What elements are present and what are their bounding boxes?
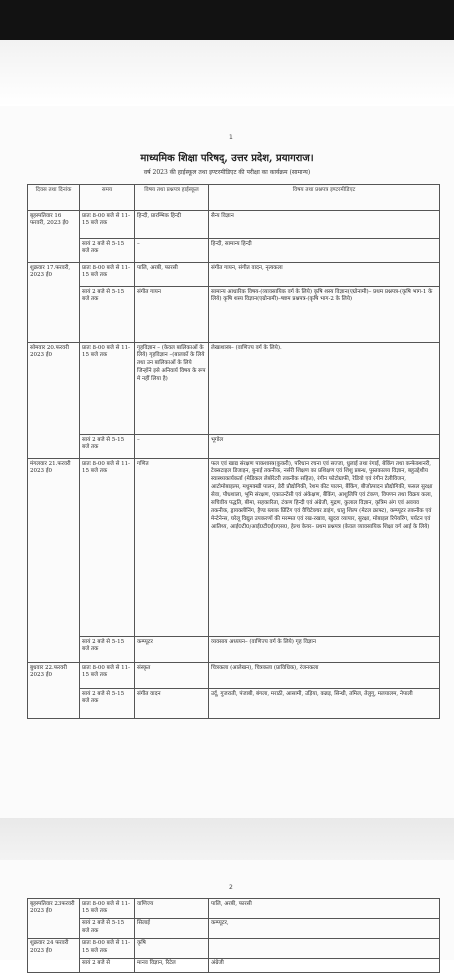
header-date: दिवस तथा दिनांक <box>28 185 80 211</box>
highschool-cell: सिलाई <box>135 918 209 938</box>
page-gap <box>0 818 454 860</box>
date-cell: सोमवार 20.फरवरी 2023 ई0 <box>28 343 80 459</box>
intermediate-cell: लेखाशास्त्र– (वाणिज्य वर्ग के लिये). <box>209 343 440 435</box>
header-time: समय <box>80 185 135 211</box>
time-cell: प्रातः 8-00 बजे से 11-15 बजे तक <box>80 211 135 239</box>
highschool-cell: संगीत गायन <box>135 287 209 343</box>
intermediate-cell: व्यवसाय अध्ययन– (वाणिज्य वर्ग के लिये) गृह विज्ञान <box>209 637 440 663</box>
intermediate-cell: कम्प्यूटर, <box>209 918 440 938</box>
date-cell: बृहस्पतिवार 16 फरवरी, 2023 ई0 <box>28 211 80 263</box>
time-cell: सायं 2 बजे से 5-15 बजे तक <box>80 918 135 938</box>
table-row <box>28 918 440 938</box>
time-cell: प्रातः 8-00 बजे से 11-15 बजे तक <box>80 938 135 958</box>
intermediate-cell: संगीत गायन, संगीत वादन, नृत्यकला <box>209 263 440 287</box>
highschool-cell: संस्कृत <box>135 663 209 689</box>
highschool-cell: वाणिज्य <box>135 899 209 919</box>
intermediate-cell <box>209 938 440 958</box>
highschool-cell: गणित <box>135 459 209 637</box>
document-title: माध्यमिक शिक्षा परिषद्, उत्तर प्रदेश, प्रयागराज। <box>140 153 314 164</box>
intermediate-cell: फल एवं खाद्य संरक्षण पाकशास्त्र(कुकरी), परिधान रचना एवं सज्जा, धुलाई तथा रंगाई, बेकिंग तथा कन्फेक्शनरी, टेक्सटाइल डिजाइन, बुनाई तकनीक, नर्सरी शिक्षण का प्रशिक्षण एवं शिशु प्रबन्ध, पुस्तकालय विज्ञान, बहुउद्देशीय स्वास्थ्यकार्यकर्ता (मेडिकल लेबोरेटरी तकनीक सहित), रंगीन फोटोग्राफी, रेडियो एवं रंगीन टेलीविजन, आटोमोबाइल्स, मधुमक्खी पालन, डेरी प्रौद्योगिकी, रेशम कीट पालन, बैंकिंग, बीजोत्पादन प्रौद्योगिकी, फसल सुरक्षा सेवा, पौधशाला, भूमि संरक्षण, एकाउन्टेंसी एवं अंकेक्षण, बैंकिंग, आशुलिपि एवं टंकण, विपणन तथा विक्रय कला, सचिवीय पद्धति, बीमा, सहकारिता, टंकण हिन्दी एवं अंग्रेजी, मुद्रण, कुलाल विज्ञान, कृत्रिम अंग एवं अवयव तकनीक, ड्रायक्लीनिंग, हैण्ड ब्लाक प्रिंटिंग एवं वैचिटेक्चर डाइंग, धातु शिल्प (मेटल क्राफ्ट), कम्प्यूटर तकनीक एवं मेन्टेनेन्स, घरेलू विद्युत उपकरणों की मरम्मत एवं रख-रखाव, खुदरा व्यापार, सुरक्षा, मोबाइल रिपेयरिंग, पर्यटन एवं आतिथ्य, आई0टी0/आई0टी0ई0एस0, हेल्थ केयर– प्रथम प्रश्नपत्र (केवल व्यावसायिक शिक्षा वर्ग आई के लिये) <box>209 459 440 637</box>
intermediate-cell: उर्दू, गुजराती, पंजाबी, बंगला, मराठी, आसामी, उड़िया, कन्नड़, सिन्धी, तमिल, तेलुगू, मलयालम, नेपाली <box>209 689 440 719</box>
highschool-cell: हिन्दी, प्रारम्भिक हिन्दी <box>135 211 209 239</box>
date-cell: मंगलवार 21.फरवरी 2023 ई0 <box>28 459 80 663</box>
intermediate-cell: सामान्य आधारिक विषय-(व्यावसायिक वर्ग के लिये) कृषि शस्य विज्ञान(एग्रोनामी)– प्रथम प्रश्नपत्र-(कृषि भाग-1 के लिये) कृषि शस्य विज्ञान(एग्रोनामी)–षष्टम प्रश्नपत्र-(कृषि भाग-2 के लिये) <box>209 287 440 343</box>
intermediate-cell: हिन्दी, सामान्य हिन्दी <box>209 239 440 263</box>
header-highschool: विषय तथा प्रश्नपत्र हाईस्कूल <box>135 185 209 211</box>
table-row <box>28 899 440 919</box>
date-cell: बुधवार 22.फरवरी 2023 ई0 <box>28 663 80 719</box>
document-subtitle: वर्ष 2023 की हाईस्कूल तथा इण्टरमीडिएट की परीक्षा का कार्यक्रम (सामान्य) <box>143 169 311 176</box>
header-intermediate: विषय तथा प्रश्नपत्र इण्टरमीडिएट <box>209 185 440 211</box>
intermediate-cell: चित्रकला (आलेखन), चित्रकला (प्राविधिक), रंजनकला <box>209 663 440 689</box>
table-row <box>28 689 440 719</box>
time-cell: प्रातः 8-00 बजे से 11-15 बजे तक <box>80 343 135 435</box>
highschool-cell: पालि, अरबी, फारसी <box>135 263 209 287</box>
intermediate-cell: सैन्य विज्ञान <box>209 211 440 239</box>
table-row <box>28 459 440 637</box>
table-row <box>28 263 440 287</box>
intermediate-cell: अंग्रेजी <box>209 958 440 972</box>
highschool-cell: – <box>135 435 209 459</box>
time-cell: सायं 2 बजे से 5-15 बजे तक <box>80 239 135 263</box>
table-row <box>28 287 440 343</box>
date-cell: बृहस्पतिवार 23फरवरी 2023 ई0 <box>28 899 80 939</box>
table-row <box>28 958 440 972</box>
highschool-cell: कृषि <box>135 938 209 958</box>
table-row <box>28 211 440 239</box>
page-number: 2 <box>229 884 233 891</box>
intermediate-cell: भूगोल <box>209 435 440 459</box>
table-row <box>28 343 440 435</box>
highschool-cell: गृहविज्ञान – (केवल बालिकाओं के लिये) गृहविज्ञान –(बालकों के लिये तथा उन बालिकाओं के लिये जिन्होंने इसे अनिवार्य विषय के रूप मे नहीं लिया है) <box>135 343 209 435</box>
time-cell: सायं 2 बजे से 5-15 बजे तक <box>80 287 135 343</box>
time-cell: प्रातः 8-00 बजे से 11-15 बजे तक <box>80 663 135 689</box>
exam-schedule-table-continued <box>27 898 440 973</box>
page-number: 1 <box>229 134 233 141</box>
date-cell: शुक्रवार 24 फरवरी 2023 ई0 <box>28 938 80 972</box>
time-cell: सायं 2 बजे से 5-15 बजे तक <box>80 435 135 459</box>
highschool-cell: – <box>135 239 209 263</box>
page-top-margin <box>0 40 454 106</box>
time-cell: प्रातः 8-00 बजे से 11-15 बजे तक <box>80 263 135 287</box>
status-bar <box>0 0 454 40</box>
table-row <box>28 435 440 459</box>
table-row <box>28 637 440 663</box>
highschool-cell: संगीत वादन <box>135 689 209 719</box>
time-cell: सायं 2 बजे से 5-15 बजे तक <box>80 637 135 663</box>
time-cell: सायं 2 बजे से 5-15 बजे तक <box>80 689 135 719</box>
highschool-cell: मानव विज्ञान, रिटेल <box>135 958 209 972</box>
date-cell: शुक्रवार 17.फरवरी, 2023 ई0 <box>28 263 80 343</box>
time-cell: प्रातः 8-00 बजे से 11-15 बजे तक <box>80 899 135 919</box>
highschool-cell: कम्प्यूटर <box>135 637 209 663</box>
table-row <box>28 938 440 958</box>
exam-schedule-table <box>27 184 440 719</box>
intermediate-cell: पालि, अरबी, फारसी <box>209 899 440 919</box>
time-cell: सायं 2 बजे से <box>80 958 135 972</box>
table-header-row <box>28 185 440 211</box>
table-row <box>28 663 440 689</box>
time-cell: प्रातः 8-00 बजे से 11-15 बजे तक <box>80 459 135 637</box>
table-row <box>28 239 440 263</box>
